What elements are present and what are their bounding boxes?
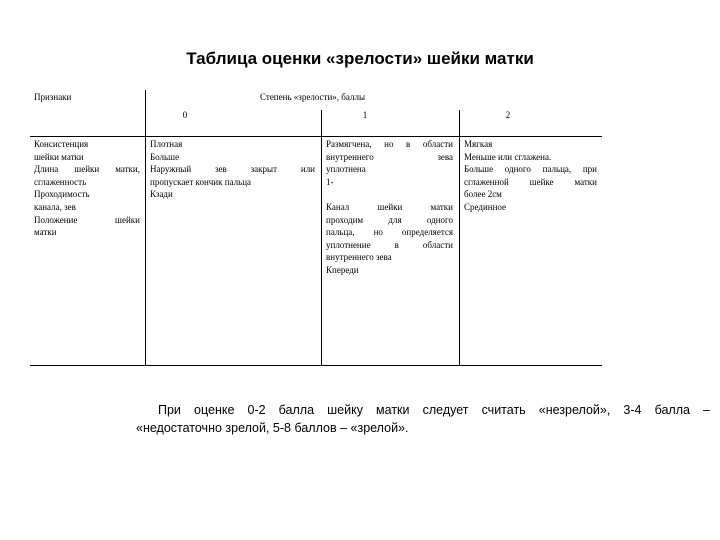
note-line-1: При оценке 0-2 балла шейку матки следует считать «незрелой», 3-4 балла –	[158, 403, 710, 417]
score-1-cell	[326, 138, 453, 277]
score-1-line: Кпереди	[326, 264, 359, 275]
criteria-line: сглаженность	[34, 176, 87, 187]
criteria-line: шейки матки	[34, 151, 84, 162]
header-rule	[30, 136, 602, 137]
score-1-line: Размягчена, но в области	[326, 139, 453, 149]
criteria-line: Консистенция	[34, 139, 89, 149]
score-1-line: проходим для одного	[326, 214, 453, 225]
score-1-line: внутреннего зева	[326, 151, 453, 162]
score-0: 0	[182, 110, 188, 120]
page-title: Таблица оценки «зрелости» шейки матки	[186, 49, 534, 68]
score-0-line: Больше	[150, 151, 180, 162]
score-1-spacer	[326, 188, 453, 201]
score-2-line: более 2см	[464, 189, 502, 200]
score-0-line: пропускает кончик пальца	[150, 176, 252, 187]
score-2-line: Мягкая	[464, 139, 493, 149]
header-criteria: Признаки	[34, 92, 72, 102]
score-0-line: Кзади	[150, 189, 173, 200]
criteria-line: канала, зев	[34, 201, 76, 212]
criteria-line: Проходимость	[34, 189, 90, 200]
score-0-line: Наружный зев закрыт или	[150, 164, 315, 175]
divider-col-0	[321, 110, 322, 366]
criteria-line: Длина шейки матки,	[34, 164, 140, 175]
note-line-2: «недостаточно зрелой, 5-8 баллов – «зрелой».	[136, 421, 409, 435]
score-2-line: сглаженной шейке матки	[464, 176, 597, 187]
score-1-line: Канал шейки матки	[326, 201, 453, 212]
score-2-cell	[464, 138, 597, 214]
score-2: 2	[505, 110, 511, 120]
maturity-table	[30, 88, 602, 366]
scoring-note	[136, 401, 710, 437]
score-1-line: 1-	[326, 176, 334, 187]
score-0-line: Плотная	[150, 139, 183, 149]
divider-col-1	[459, 110, 460, 366]
score-2-line: Меньше или сглажена.	[464, 151, 552, 162]
bottom-rule	[30, 365, 602, 366]
score-1-line: уплотнена	[326, 164, 366, 175]
score-1: 1	[362, 110, 368, 120]
divider-criteria	[145, 90, 146, 366]
criteria-cell	[34, 138, 140, 239]
score-1-line: внутреннего зева	[326, 252, 392, 263]
score-1-line: пальца, но определяется	[326, 227, 453, 238]
criteria-line: матки	[34, 227, 57, 238]
score-0-cell	[150, 138, 315, 201]
criteria-line: Положение шейки	[34, 214, 140, 225]
score-2-line: Срединное	[464, 201, 507, 212]
header-degree: Степень «зрелости», баллы	[260, 92, 365, 102]
score-2-line: Больше одного пальца, при	[464, 164, 597, 175]
score-1-line: уплотнение в области	[326, 239, 453, 250]
